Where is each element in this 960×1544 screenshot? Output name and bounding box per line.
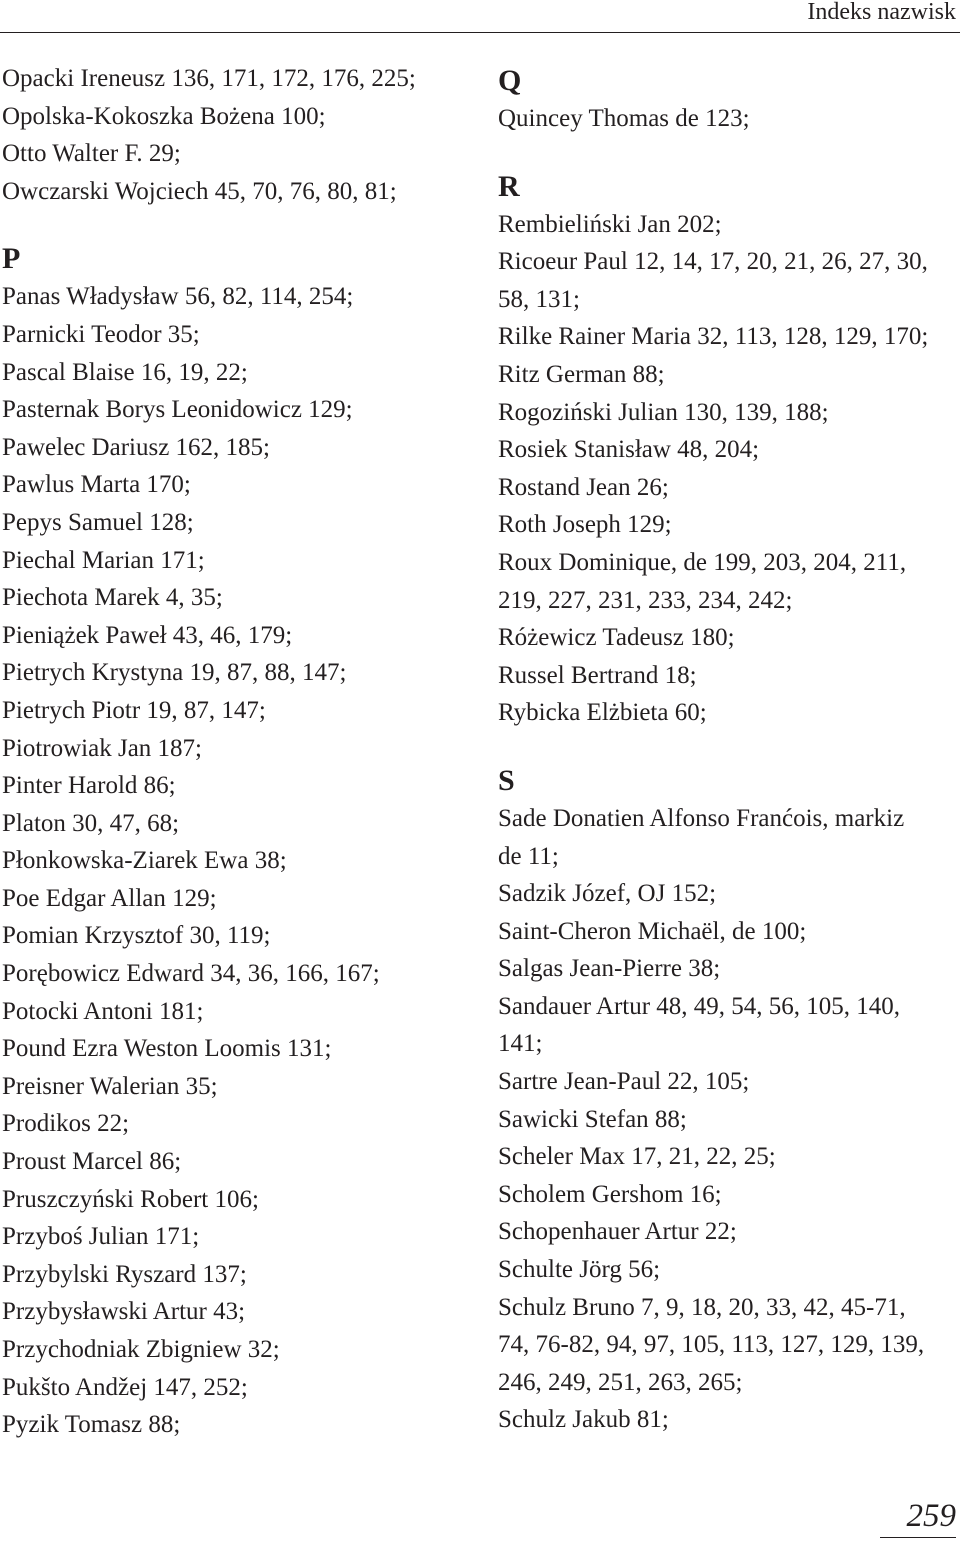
index-entry: Rybicka Elżbieta 60; (498, 699, 707, 727)
index-entry: Owczarski Wojciech 45, 70, 76, 80, 81; (2, 177, 397, 205)
index-entry: Panas Władysław 56, 82, 114, 254; (2, 283, 354, 311)
index-entry: Przybysławski Artur 43; (2, 1298, 246, 1326)
index-entry: 246, 249, 251, 263, 265; (498, 1368, 743, 1396)
index-column-right (498, 60, 960, 1439)
section-r (498, 168, 960, 732)
index-entry: Piechal Marian 171; (2, 546, 205, 574)
index-entry: Sandauer Artur 48, 49, 54, 56, 105, 140, (498, 992, 901, 1020)
index-entry: Opolska-Kokoszka Bożena 100; (2, 102, 326, 130)
index-entry: Quincey Thomas de 123; (498, 105, 750, 132)
index-entry: Pietrych Krystyna 19, 87, 88, 147; (2, 659, 347, 687)
index-entry: Ritz German 88; (498, 360, 665, 388)
index-entry: Piechota Marek 4, 35; (2, 584, 223, 612)
index-entry: Rogoziński Julian 130, 139, 188; (498, 398, 829, 426)
index-entry: Scholem Gershom 16; (498, 1180, 722, 1208)
index-entry: Schulte Jörg 56; (498, 1256, 661, 1284)
index-entry: Sadzik Józef, OJ 152; (498, 880, 717, 908)
index-entry: Porębowicz Edward 34, 36, 166, 167; (2, 960, 380, 988)
index-entry: Rostand Jean 26; (498, 473, 669, 501)
index-entry: Piotrowiak Jan 187; (2, 734, 202, 762)
index-entry: Pasternak Borys Leonidowicz 129; (2, 396, 353, 424)
index-entry: Potocki Antoni 181; (2, 997, 204, 1025)
header-rule (0, 32, 960, 33)
index-entry: Otto Walter F. 29; (2, 140, 181, 168)
index-entry: Pietrych Piotr 19, 87, 147; (2, 696, 266, 724)
index-entry: Przychodniak Zbigniew 32; (2, 1336, 280, 1363)
page-number: 259 (906, 1498, 956, 1534)
index-entry: Schulz Bruno 7, 9, 18, 20, 33, 42, 45-71, (498, 1293, 906, 1321)
index-entry: Russel Bertrand 18; (498, 661, 697, 689)
index-entry: Sawicki Stefan 88; (498, 1105, 687, 1133)
index-entry: Ricoeur Paul 12, 14, 17, 20, 21, 26, 27, 30, (498, 248, 928, 276)
continued-entries (2, 60, 472, 210)
index-entry: Roux Dominique, de 199, 203, 204, 211, (498, 548, 907, 576)
section-letter: Q (498, 64, 522, 97)
page-number-rule (880, 1537, 956, 1538)
index-entry: 74, 76-82, 94, 97, 105, 113, 127, 129, 139, (498, 1331, 925, 1359)
index-entry: Przyboś Julian 171; (2, 1223, 200, 1251)
index-entry: Pawelec Dariusz 162, 185; (2, 433, 270, 461)
index-entry: Pukšto Andžej 147, 252; (2, 1373, 248, 1401)
index-entry: Pound Ezra Weston Loomis 131; (2, 1035, 332, 1063)
index-entry: Pieniążek Paweł 43, 46, 179; (2, 621, 293, 649)
index-entry: Płonkowska-Ziarek Ewa 38; (2, 847, 287, 875)
index-entry: Pawlus Marta 170; (2, 471, 191, 499)
section-p (2, 240, 472, 1443)
index-entry: 58, 131; (498, 285, 580, 313)
index-entry: Pepys Samuel 128; (2, 508, 194, 536)
index-entry: Platon 30, 47, 68; (2, 809, 180, 837)
index-entry: Saint-Cheron Michaël, de 100; (498, 917, 807, 945)
index-entry: 141; (498, 1030, 543, 1058)
index-entry: Poe Edgar Allan 129; (2, 884, 217, 912)
section-letter: S (498, 763, 515, 797)
index-entry: de 11; (498, 842, 559, 870)
index-column-left (2, 60, 472, 1444)
index-entry: Rosiek Stanisław 48, 204; (498, 436, 760, 464)
index-entry: Różewicz Tadeusz 180; (498, 624, 735, 652)
index-entry: Przybylski Ryszard 137; (2, 1260, 247, 1288)
index-entry: 219, 227, 231, 233, 234, 242; (498, 586, 793, 614)
index-entry: Pyzik Tomasz 88; (2, 1411, 181, 1439)
index-entry: Pinter Harold 86; (2, 772, 176, 800)
index-entry: Schulz Jakub 81; (498, 1406, 669, 1434)
section-letter: P (2, 242, 21, 276)
section-q (498, 62, 960, 138)
index-entry: Sartre Jean-Paul 22, 105; (498, 1068, 750, 1096)
index-entry: Scheler Max 17, 21, 22, 25; (498, 1143, 776, 1171)
index-entry: Prodikos 22; (2, 1110, 130, 1138)
index-entry: Rembieliński Jan 202; (498, 210, 722, 238)
index-entry: Rilke Rainer Maria 32, 113, 128, 129, 170; (498, 323, 929, 351)
index-entry: Preisner Walerian 35; (2, 1072, 218, 1100)
section-s (498, 762, 960, 1439)
index-entry: Pruszczyński Robert 106; (2, 1185, 259, 1213)
section-letter: R (498, 169, 520, 203)
index-entry: Pascal Blaise 16, 19, 22; (2, 358, 248, 386)
index-entry: Schopenhauer Artur 22; (498, 1218, 737, 1246)
index-entry: Parnicki Teodor 35; (2, 320, 200, 348)
index-entry: Opacki Ireneusz 136, 171, 172, 176, 225; (2, 65, 416, 92)
running-head: Indeks nazwisk (807, 0, 956, 25)
index-entry: Proust Marcel 86; (2, 1148, 182, 1176)
index-entry: Sade Donatien Alfonso Franćois, markiz (498, 804, 905, 832)
index-entry: Roth Joseph 129; (498, 511, 672, 539)
index-entry: Salgas Jean-Pierre 38; (498, 955, 721, 983)
index-entry: Pomian Krzysztof 30, 119; (2, 922, 271, 950)
